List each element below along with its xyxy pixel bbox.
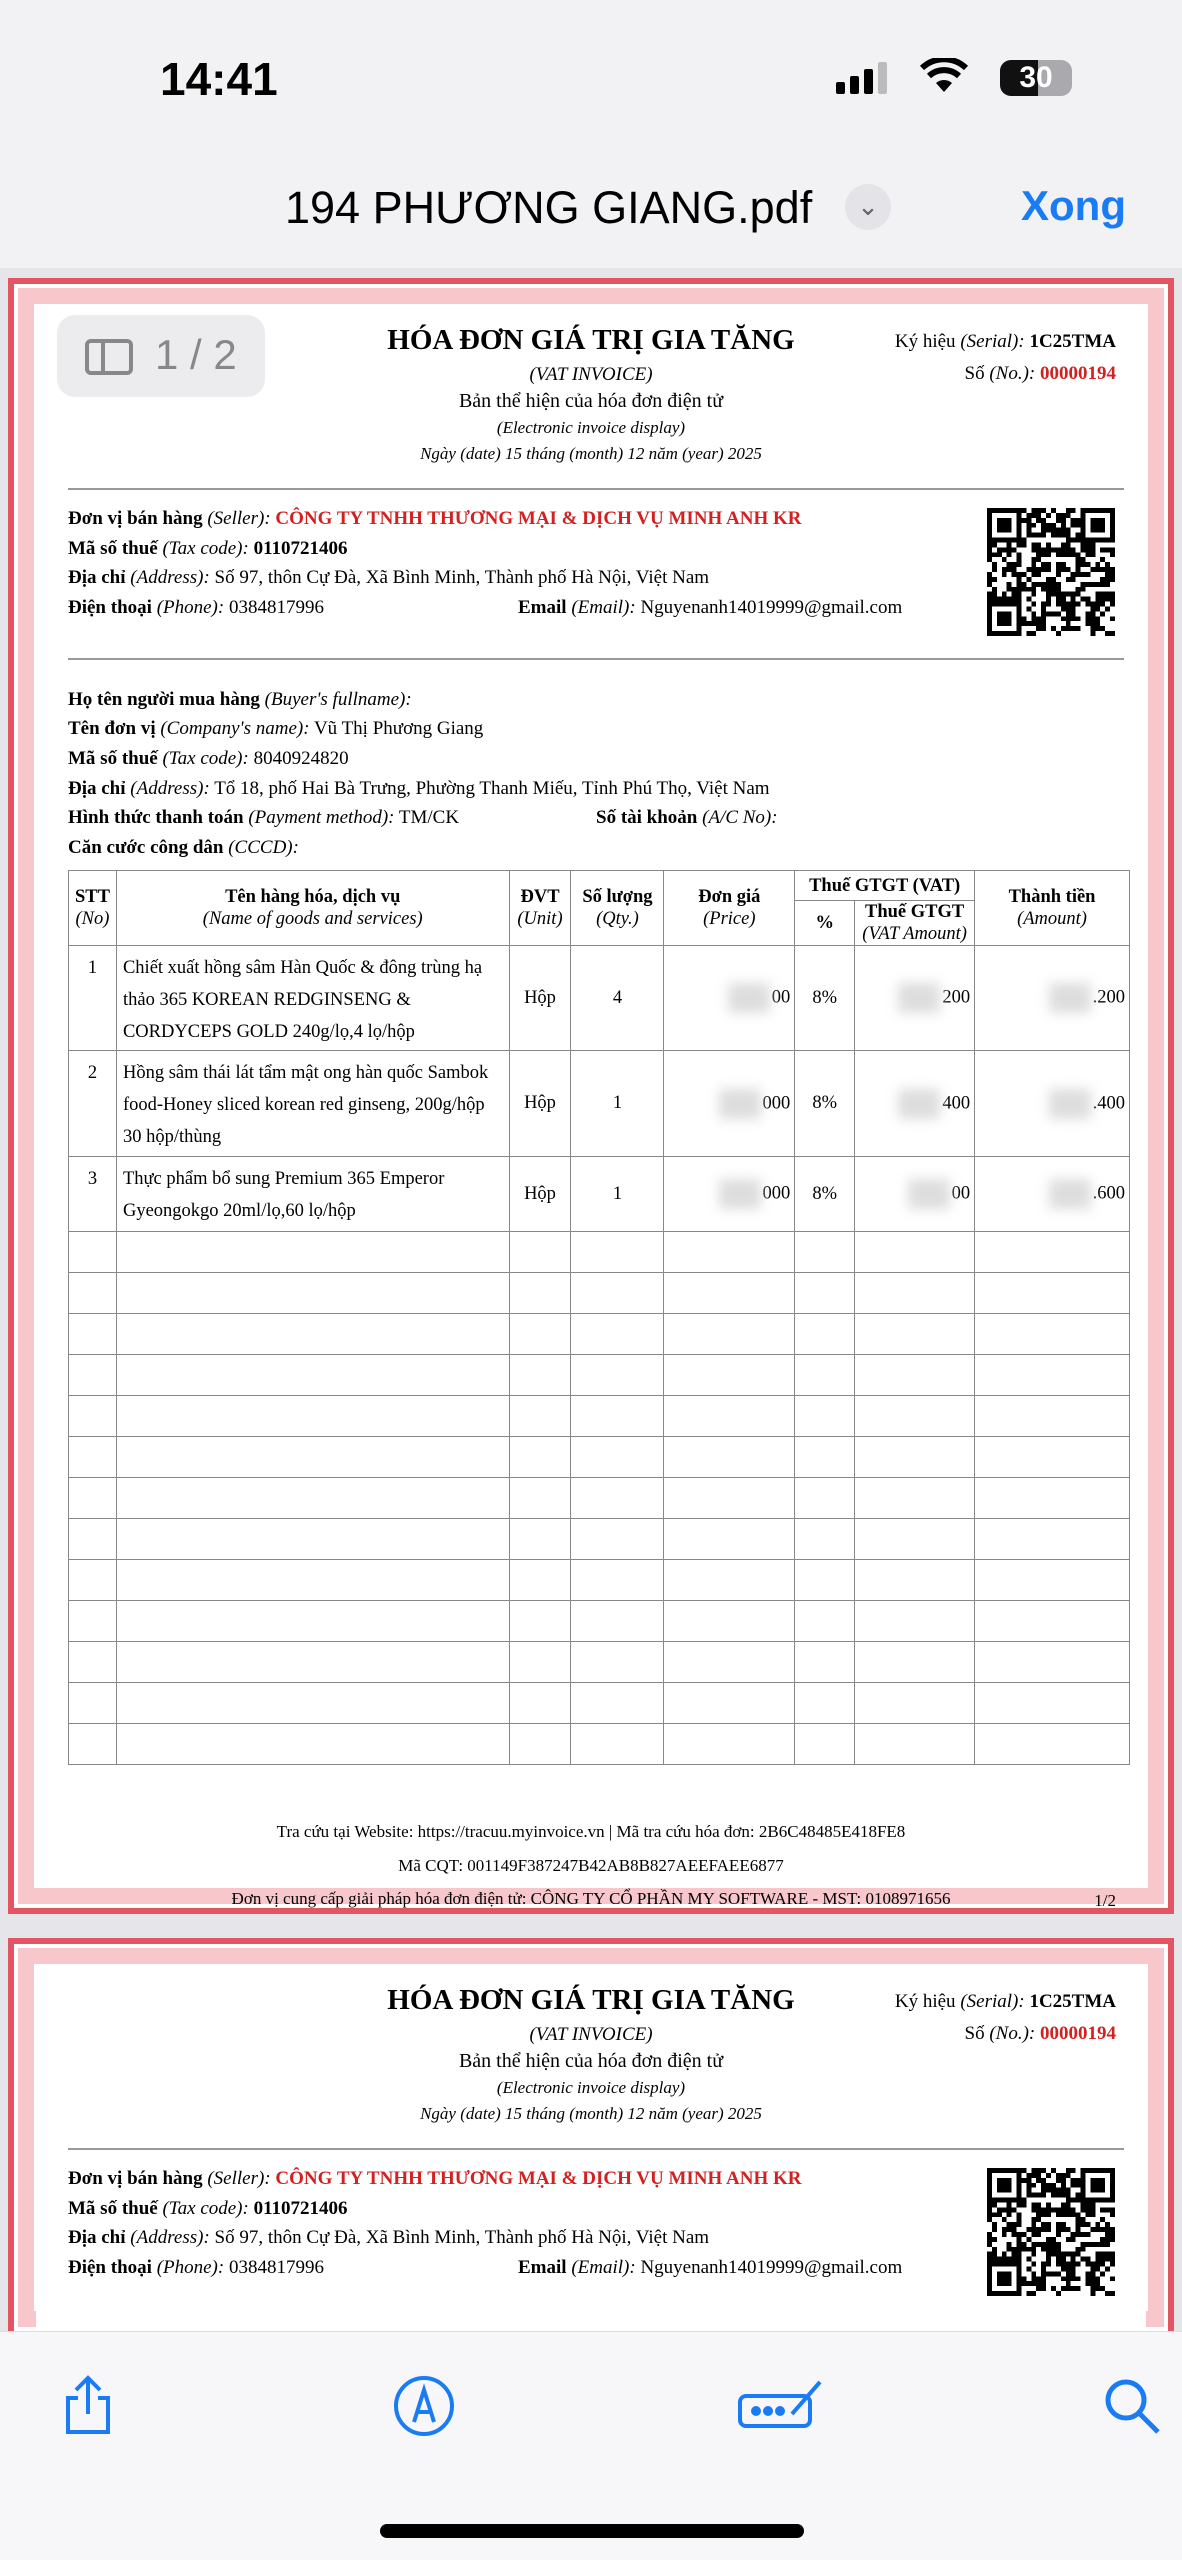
seller-name: Đơn vị bán hàng (Seller): CÔNG TY TNHH THƯƠNG MẠI & DỊCH VỤ MINH ANH KR [68,2168,802,2189]
col-vat-amount: Thuế GTGT (VAT Amount) [855,901,975,946]
invoice-page-2 [8,1938,1174,2331]
share-icon[interactable] [56,2374,120,2438]
serial-value: 1C25TMA [1029,1991,1116,2012]
redacted-blur [1049,983,1091,1013]
form-fill-icon[interactable] [736,2374,826,2438]
pdf-viewer[interactable] [0,268,1182,2331]
serial-block: Ký hiệu (Serial): 1C25TMA Số (No.): 00000194 [894,331,1116,384]
wifi-icon [920,58,968,94]
empty-row [69,1273,1130,1314]
empty-row [69,1478,1130,1519]
footer-page-number: 1/2 [1094,1891,1116,1910]
divider [68,2148,1124,2150]
markup-icon[interactable] [392,2374,456,2438]
buyer-fullname: Họ tên người mua hàng (Buyer's fullname): [68,689,412,710]
table-row: 2 Hồng sâm thái lát tẩm mật ong hàn quốc Sambok food-Honey sliced korean red ginseng, 200g/hộp 30 hộp/thùng Hộp 1 000 8% 400 .400 [69,1051,1130,1157]
seller-phone: Điện thoại (Phone): 0384817996 [68,2257,324,2278]
table-row: 1 Chiết xuất hồng sâm Hàn Quốc & đông trùng hạ thảo 365 KOREAN REDGINSENG & CORDYCEPS GOLD 240g/lọ,4 lọ/hộp Hộp 4 00 8% 200 .200 [69,946,1130,1051]
seller-email: Email (Email): Nguyenanh14019999@gmail.com [518,2257,903,2278]
col-vat-pct: % [795,901,855,946]
search-icon[interactable] [1100,2374,1164,2438]
invoice-date: Ngày (date) 15 tháng (month) 12 năm (year) 2025 [420,444,762,463]
empty-row [69,1601,1130,1642]
serial-block: Ký hiệu (Serial): 1C25TMA Số (No.): 00000194 [894,1991,1116,2044]
col-name: Tên hàng hóa, dịch vụ (Name of goods and services) [116,871,509,946]
empty-row [69,1396,1130,1437]
empty-row [69,1683,1130,1724]
buyer-account: Số tài khoản (A/C No): [596,807,778,828]
col-unit: ĐVT (Unit) [509,871,571,946]
serial-value: 1C25TMA [1029,331,1116,352]
buyer-addr: Địa chỉ (Address): Tổ 18, phố Hai Bà Trưng, Phường Thanh Miếu, Tỉnh Phú Thọ, Việt Nam [68,778,770,799]
redacted-blur [719,1179,761,1209]
footer-provider: Đơn vị cung cấp giải pháp hóa đơn điện tử: CÔNG TY CỔ PHẦN MY SOFTWARE - MST: 0108971656 [231,1889,951,1908]
table-row: 3 Thực phẩm bổ sung Premium 365 Emperor Gyeongokgo 20ml/lọ,60 lọ/hộp Hộp 1 000 8% 00 .600 [69,1157,1130,1232]
invoice-subtitle: Bản thể hiện của hóa đơn điện tử [458,390,724,412]
clock: 14:41 [160,53,278,105]
redacted-blur [728,983,770,1013]
col-no: STT (No) [69,871,117,946]
invoice-title-en: (VAT INVOICE) [529,364,653,385]
divider [68,658,1124,660]
home-indicator [380,2524,804,2538]
redacted-blur [1049,1179,1091,1209]
invoice-subtitle: Bản thể hiện của hóa đơn điện tử [458,2050,724,2072]
invoice-number: 00000194 [1040,363,1116,384]
invoice-number: 00000194 [1040,2023,1116,2044]
nav-bar [0,160,1182,260]
battery-icon: 30 [1000,60,1072,96]
empty-row [69,1560,1130,1601]
sidebar-icon [85,339,133,375]
invoice-title: HÓA ĐƠN GIÁ TRỊ GIA TĂNG [387,1984,795,2016]
invoice-subtitle-en: (Electronic invoice display) [496,2078,686,2097]
col-vat: Thuế GTGT (VAT) [795,871,975,901]
qr-code [986,508,1116,636]
seller-address: Địa chỉ (Address): Số 97, thôn Cự Đà, Xã Bình Minh, Thành phố Hà Nội, Việt Nam [68,567,710,588]
seller-address: Địa chỉ (Address): Số 97, thôn Cự Đà, Xã Bình Minh, Thành phố Hà Nội, Việt Nam [68,2227,710,2248]
invoice-date: Ngày (date) 15 tháng (month) 12 năm (year) 2025 [420,2104,762,2123]
footer-lookup: Tra cứu tại Website: https://tracuu.myinvoice.vn | Mã tra cứu hóa đơn: 2B6C48485E418FE8 [276,1822,906,1841]
seller-name: Đơn vị bán hàng (Seller): CÔNG TY TNHH THƯƠNG MẠI & DỊCH VỤ MINH ANH KR [68,508,802,529]
empty-row [69,1232,1130,1273]
seller-tax-code: Mã số thuế (Tax code): 0110721406 [68,2198,348,2219]
invoice-page-1 [8,278,1174,1914]
page-indicator[interactable]: 1 / 2 [57,315,265,397]
items-table [68,870,1130,1765]
redacted-blur [898,983,940,1013]
empty-row [69,1519,1130,1560]
empty-row [69,1437,1130,1478]
buyer-tax: Mã số thuế (Tax code): 8040924820 [68,748,349,769]
empty-row [69,1724,1130,1765]
col-price: Đơn giá (Price) [664,871,795,946]
empty-row [69,1355,1130,1396]
redacted-blur [1049,1089,1091,1119]
cellular-signal-icon [836,62,887,94]
invoice-subtitle-en: (Electronic invoice display) [496,418,686,437]
divider [68,488,1124,490]
redacted-blur [898,1089,940,1119]
redacted-blur [719,1089,761,1119]
invoice-title: HÓA ĐƠN GIÁ TRỊ GIA TĂNG [387,324,795,356]
redacted-blur [908,1179,950,1209]
col-amount: Thành tiền (Amount) [975,871,1130,946]
status-bar [0,0,1182,130]
empty-row [69,1642,1130,1683]
document-title[interactable]: 194 PHƯƠNG GIANG.pdf [285,182,813,233]
buyer-id: Căn cước công dân (CCCD): [68,837,299,858]
chevron-down-icon[interactable]: ⌄ [845,184,891,230]
footer-cqt: Mã CQT: 001149F387247B42AB8B827AEEFAEE6877 [398,1856,784,1875]
empty-row [69,1314,1130,1355]
done-button[interactable]: Xong [1021,182,1126,229]
buyer-pay: Hình thức thanh toán (Payment method): TM/CK [68,807,460,828]
col-qty: Số lượng (Qty.) [571,871,664,946]
invoice-title-en: (VAT INVOICE) [529,2024,653,2045]
seller-phone: Điện thoại (Phone): 0384817996 [68,597,324,618]
seller-tax-code: Mã số thuế (Tax code): 0110721406 [68,538,348,559]
buyer-company: Tên đơn vị (Company's name): Vũ Thị Phương Giang [68,718,484,739]
seller-email: Email (Email): Nguyenanh14019999@gmail.com [518,597,903,618]
qr-code [986,2168,1116,2296]
